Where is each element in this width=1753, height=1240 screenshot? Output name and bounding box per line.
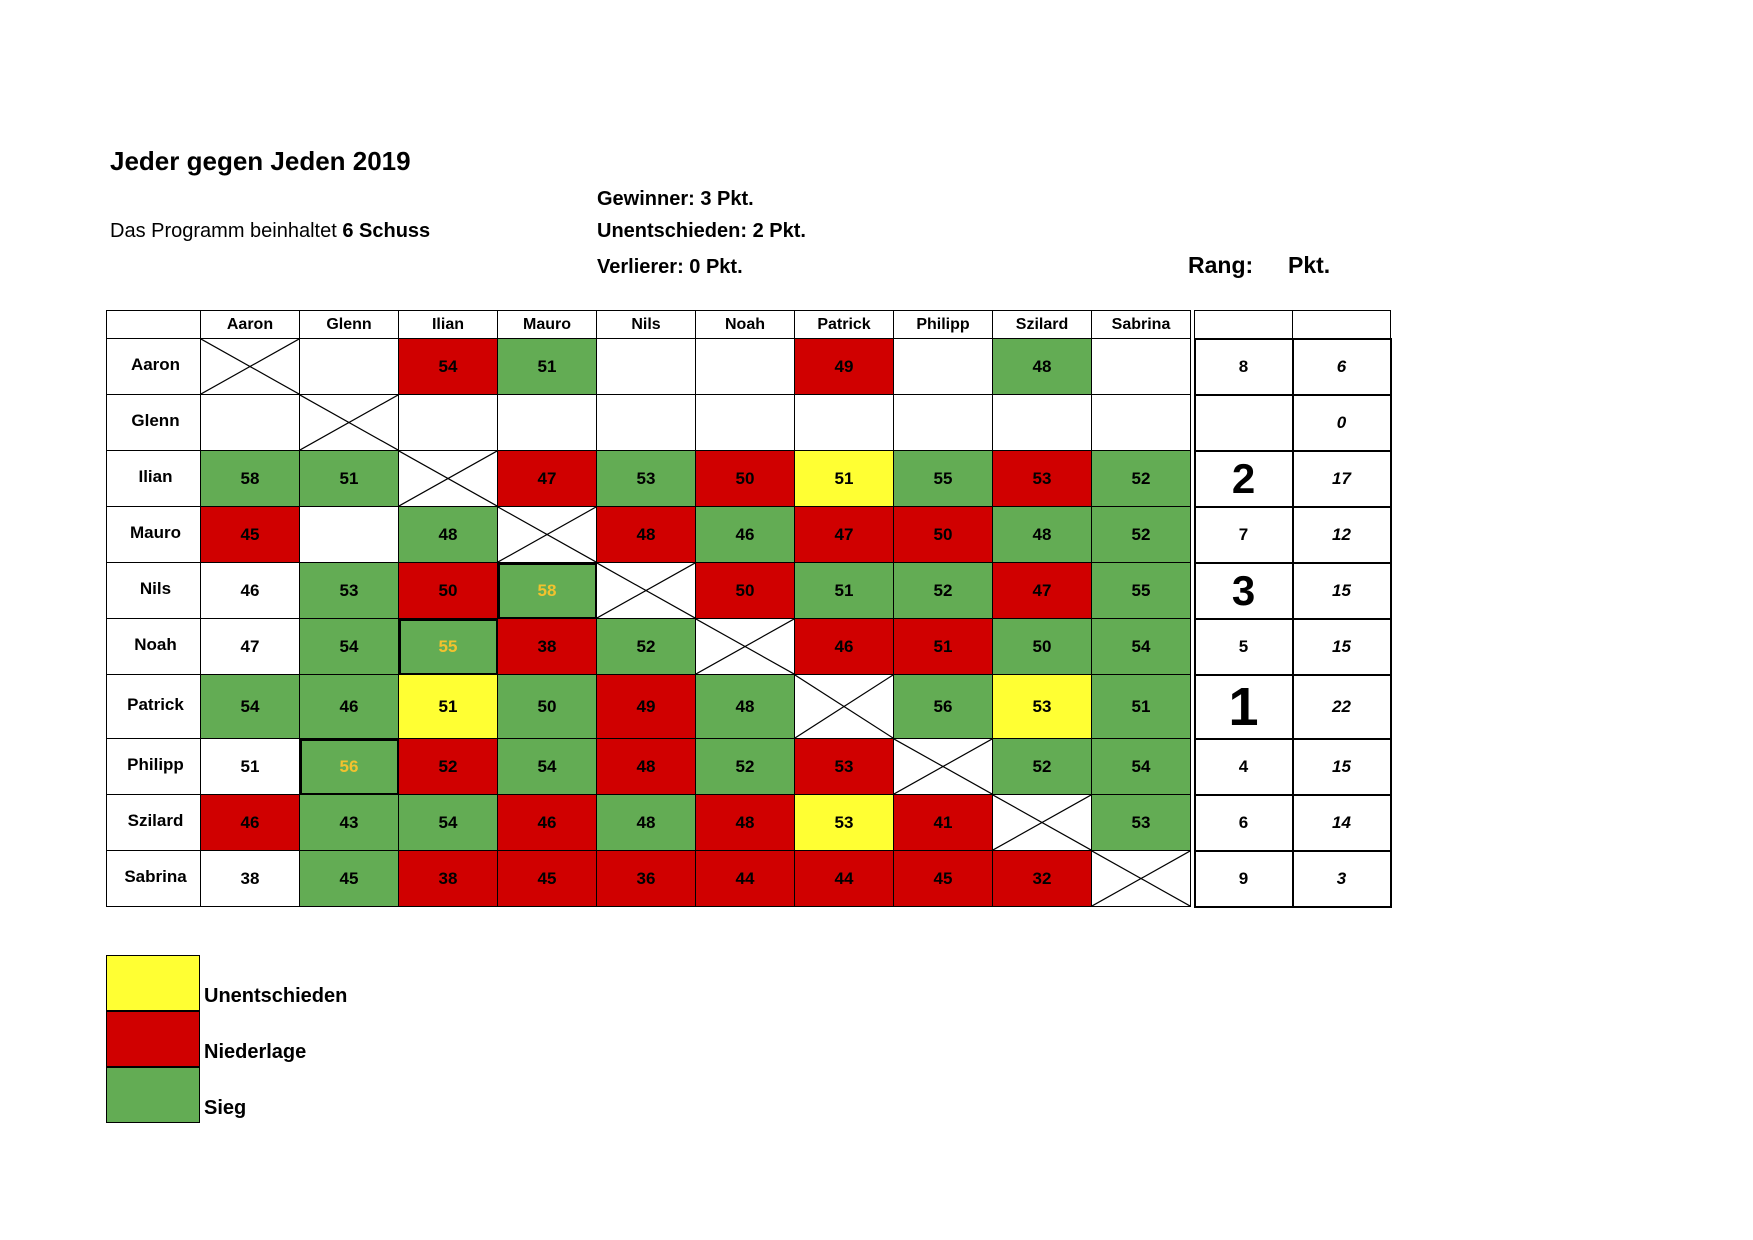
score-cell: 46 — [201, 563, 300, 619]
score-cell: 55 — [894, 451, 993, 507]
page-title: Jeder gegen Jeden 2019 — [110, 146, 411, 176]
rank-value: 3 — [1195, 563, 1293, 619]
legend-swatch — [106, 955, 200, 1011]
rank-header-cell — [1195, 311, 1293, 339]
score-cell: 52 — [696, 739, 795, 795]
table-row — [107, 795, 1391, 851]
score-cell: 51 — [894, 619, 993, 675]
score-cell: 54 — [399, 339, 498, 395]
score-cell — [696, 395, 795, 451]
score-cell: 51 — [498, 339, 597, 395]
self-match-cell — [795, 675, 894, 739]
score-cell: 32 — [993, 851, 1092, 907]
table-row — [107, 395, 1391, 451]
score-cell — [993, 395, 1092, 451]
score-cell: 54 — [1092, 619, 1191, 675]
cross-icon — [399, 451, 497, 506]
legend-label: Unentschieden — [204, 985, 348, 1007]
points-value: 0 — [1293, 395, 1391, 451]
score-cell: 45 — [300, 851, 399, 907]
score-cell: 41 — [894, 795, 993, 851]
score-cell: 54 — [399, 795, 498, 851]
points-value: 15 — [1293, 619, 1391, 675]
table-row — [107, 619, 1391, 675]
table-row — [107, 507, 1391, 563]
score-cell: 53 — [597, 451, 696, 507]
rank-value: 6 — [1195, 795, 1293, 851]
table-row — [107, 563, 1391, 619]
score-cell: 52 — [1092, 451, 1191, 507]
cross-icon — [795, 675, 893, 738]
self-match-cell — [993, 795, 1092, 851]
score-cell: 38 — [498, 619, 597, 675]
score-cell: 53 — [300, 563, 399, 619]
column-header: Mauro — [498, 311, 597, 339]
corner-cell — [107, 311, 201, 339]
score-cell — [894, 339, 993, 395]
points-value: 15 — [1293, 563, 1391, 619]
self-match-cell — [597, 563, 696, 619]
score-cell — [597, 339, 696, 395]
score-cell: 53 — [993, 675, 1092, 739]
header-row — [107, 311, 1391, 339]
cross-icon — [300, 395, 398, 450]
score-cell: 38 — [201, 851, 300, 907]
score-cell: 53 — [993, 451, 1092, 507]
score-cell: 48 — [597, 795, 696, 851]
score-cell: 48 — [993, 339, 1092, 395]
program-info — [110, 220, 430, 243]
column-header: Szilard — [993, 311, 1092, 339]
score-cell: 36 — [597, 851, 696, 907]
cross-icon — [1092, 851, 1190, 906]
score-cell: 50 — [993, 619, 1092, 675]
score-cell — [498, 395, 597, 451]
player-name: Szilard — [107, 795, 201, 851]
player-name: Sabrina — [107, 851, 201, 907]
column-header: Aaron — [201, 311, 300, 339]
legend-swatch — [106, 1067, 200, 1123]
score-cell: 50 — [696, 563, 795, 619]
score-cell: 51 — [795, 451, 894, 507]
score-cell: 48 — [399, 507, 498, 563]
score-cell: 53 — [795, 795, 894, 851]
score-cell: 46 — [696, 507, 795, 563]
points-value: 14 — [1293, 795, 1391, 851]
score-cell: 51 — [300, 451, 399, 507]
score-cell: 49 — [795, 339, 894, 395]
score-cell: 52 — [399, 739, 498, 795]
score-cell — [1092, 339, 1191, 395]
score-cell: 55 — [399, 619, 498, 675]
score-cell: 54 — [498, 739, 597, 795]
score-cell — [597, 395, 696, 451]
rank-value: 5 — [1195, 619, 1293, 675]
score-cell: 46 — [795, 619, 894, 675]
rank-value: 1 — [1195, 675, 1293, 739]
column-header: Philipp — [894, 311, 993, 339]
self-match-cell — [1092, 851, 1191, 907]
player-name: Noah — [107, 619, 201, 675]
score-cell: 52 — [1092, 507, 1191, 563]
player-name: Ilian — [107, 451, 201, 507]
score-cell: 51 — [1092, 675, 1191, 739]
score-cell: 47 — [498, 451, 597, 507]
program-prefix: Das Programm beinhaltet — [110, 220, 343, 242]
score-cell: 54 — [201, 675, 300, 739]
score-cell: 44 — [795, 851, 894, 907]
score-cell: 52 — [993, 739, 1092, 795]
score-cell — [300, 507, 399, 563]
self-match-cell — [300, 395, 399, 451]
score-cell: 48 — [597, 739, 696, 795]
score-cell: 45 — [894, 851, 993, 907]
score-cell — [795, 395, 894, 451]
cross-icon — [498, 507, 596, 562]
column-header: Noah — [696, 311, 795, 339]
score-cell: 50 — [894, 507, 993, 563]
score-cell: 48 — [993, 507, 1092, 563]
points-value: 22 — [1293, 675, 1391, 739]
results-body — [107, 311, 1391, 907]
score-cell: 48 — [696, 675, 795, 739]
score-cell: 52 — [597, 619, 696, 675]
score-cell: 46 — [300, 675, 399, 739]
score-cell — [300, 339, 399, 395]
program-value: 6 Schuss — [342, 220, 431, 242]
score-cell — [399, 395, 498, 451]
rank-value: 4 — [1195, 739, 1293, 795]
table-row — [107, 739, 1391, 795]
score-cell — [696, 339, 795, 395]
score-cell: 51 — [795, 563, 894, 619]
points-value: 15 — [1293, 739, 1391, 795]
self-match-cell — [894, 739, 993, 795]
cross-icon — [201, 339, 299, 394]
score-cell: 45 — [498, 851, 597, 907]
score-cell: 46 — [498, 795, 597, 851]
cross-icon — [894, 739, 992, 794]
column-header: Patrick — [795, 311, 894, 339]
results-table — [106, 310, 1392, 908]
rank-value — [1195, 395, 1293, 451]
points-label: Pkt. — [1288, 252, 1331, 278]
score-cell: 47 — [795, 507, 894, 563]
cross-icon — [597, 563, 695, 618]
legend-label: Niederlage — [204, 1041, 307, 1063]
score-cell: 43 — [300, 795, 399, 851]
rank-value: 9 — [1195, 851, 1293, 907]
column-header: Ilian — [399, 311, 498, 339]
scoring-winner: Gewinner: 3 Pkt. — [597, 188, 754, 210]
score-cell: 55 — [1092, 563, 1191, 619]
table-row — [107, 851, 1391, 907]
column-header: Nils — [597, 311, 696, 339]
player-name: Nils — [107, 563, 201, 619]
player-name: Aaron — [107, 339, 201, 395]
column-header: Glenn — [300, 311, 399, 339]
score-cell: 49 — [597, 675, 696, 739]
score-cell — [894, 395, 993, 451]
score-cell: 52 — [894, 563, 993, 619]
score-cell: 46 — [201, 795, 300, 851]
score-cell — [201, 395, 300, 451]
legend-label: Sieg — [204, 1097, 247, 1119]
scoring-loser: Verlierer: 0 Pkt. — [597, 256, 743, 278]
score-cell: 50 — [498, 675, 597, 739]
score-cell: 51 — [399, 675, 498, 739]
column-header: Sabrina — [1092, 311, 1191, 339]
score-cell: 58 — [498, 563, 597, 619]
self-match-cell — [498, 507, 597, 563]
score-cell: 53 — [795, 739, 894, 795]
score-cell — [1092, 395, 1191, 451]
score-cell: 44 — [696, 851, 795, 907]
table-row — [107, 339, 1391, 395]
rank-value: 2 — [1195, 451, 1293, 507]
score-cell: 58 — [201, 451, 300, 507]
scoring-draw: Unentschieden: 2 Pkt. — [597, 220, 806, 242]
points-value: 6 — [1293, 339, 1391, 395]
player-name: Mauro — [107, 507, 201, 563]
score-cell: 56 — [300, 739, 399, 795]
score-cell: 48 — [597, 507, 696, 563]
score-cell: 47 — [993, 563, 1092, 619]
score-cell: 51 — [201, 739, 300, 795]
score-cell: 45 — [201, 507, 300, 563]
points-header-cell — [1293, 311, 1391, 339]
score-cell: 54 — [300, 619, 399, 675]
score-cell: 47 — [201, 619, 300, 675]
player-name: Patrick — [107, 675, 201, 739]
self-match-cell — [399, 451, 498, 507]
legend-swatch — [106, 1011, 200, 1067]
self-match-cell — [201, 339, 300, 395]
player-name: Glenn — [107, 395, 201, 451]
points-value: 12 — [1293, 507, 1391, 563]
points-value: 17 — [1293, 451, 1391, 507]
player-name: Philipp — [107, 739, 201, 795]
rank-value: 7 — [1195, 507, 1293, 563]
cross-icon — [696, 619, 794, 674]
self-match-cell — [696, 619, 795, 675]
score-cell: 38 — [399, 851, 498, 907]
score-cell: 50 — [399, 563, 498, 619]
rank-value: 8 — [1195, 339, 1293, 395]
table-row — [107, 451, 1391, 507]
score-cell: 53 — [1092, 795, 1191, 851]
score-cell: 56 — [894, 675, 993, 739]
rank-label: Rang: — [1188, 252, 1254, 278]
points-value: 3 — [1293, 851, 1391, 907]
score-cell: 54 — [1092, 739, 1191, 795]
table-row — [107, 675, 1391, 739]
score-cell: 50 — [696, 451, 795, 507]
cross-icon — [993, 795, 1091, 850]
score-cell: 48 — [696, 795, 795, 851]
